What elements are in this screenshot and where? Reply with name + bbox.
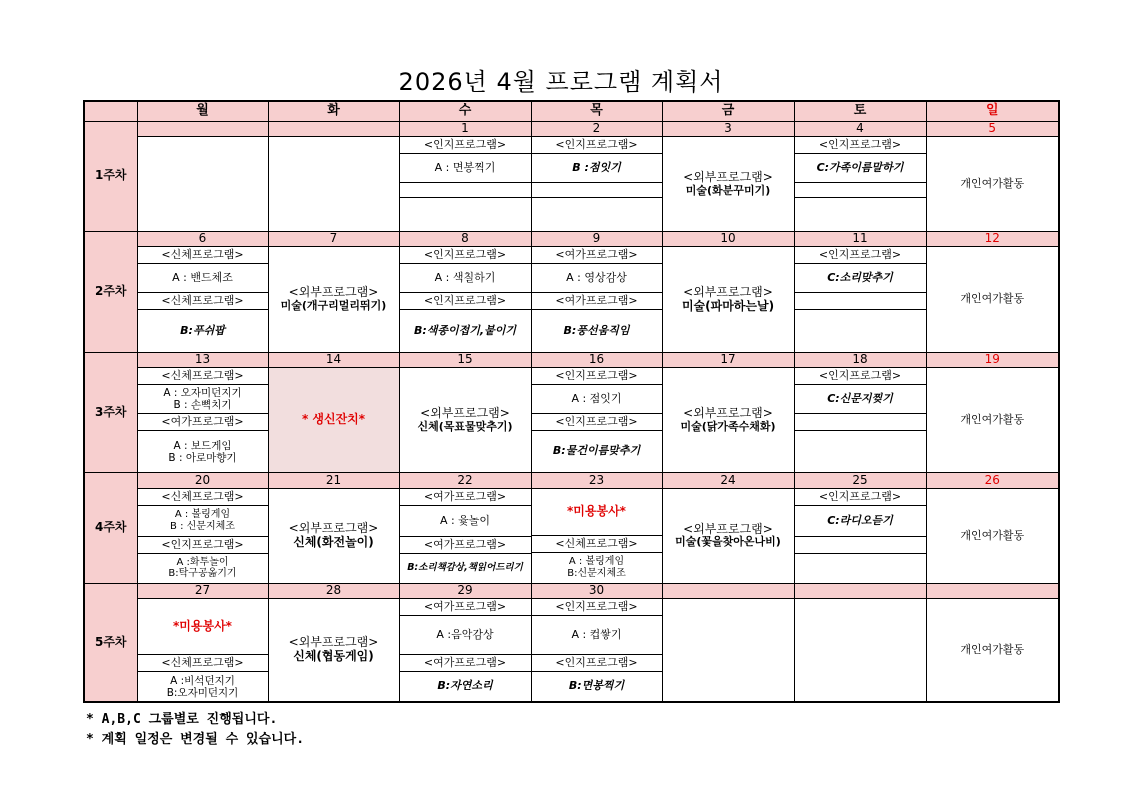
day-header-wed: 수 (399, 101, 531, 121)
date-cell: 21 (268, 473, 399, 488)
day-cell (794, 368, 926, 473)
program-calendar (83, 100, 1060, 703)
day-cell (531, 368, 662, 473)
content-row-week4 (84, 488, 1059, 583)
date-row-week1 (84, 121, 1059, 136)
program-label: <외부프로그램> (288, 285, 379, 300)
day-cell (137, 488, 268, 583)
activity: A : 면봉찍기 (400, 153, 531, 182)
activity: B:색종이접기,붙이기 (400, 309, 531, 351)
activity-group (532, 552, 662, 583)
day-cell-sunday: 개인여가활동 (926, 368, 1059, 473)
activity: 미술(화분꾸미기) (685, 183, 771, 197)
date-cell: 24 (662, 473, 794, 488)
day-cell (137, 368, 268, 473)
activity: C:소리맞추기 (795, 263, 926, 292)
activity-group (138, 430, 268, 472)
activity: A : 영상감상 (532, 263, 662, 292)
program-label: <신체프로그램> (161, 368, 244, 382)
activity: B:풍선움직임 (532, 309, 662, 351)
date-cell: 18 (794, 352, 926, 367)
event-text: *미용봉사* (173, 618, 232, 633)
activity: A :비석던지기 (170, 674, 235, 687)
program-label: <신체프로그램> (161, 248, 244, 262)
activity: B : 신문지체조 (170, 520, 235, 532)
date-cell: 2 (531, 121, 662, 136)
activity: B:오자미던지기 (166, 686, 239, 699)
activity: 신체(협동게임) (293, 649, 374, 664)
program-label: <여가프로그램> (400, 536, 531, 553)
program-label: <신체프로그램> (138, 654, 268, 671)
activity: B : 아로마향기 (168, 451, 237, 464)
activity: A :음악감상 (400, 615, 531, 654)
day-cell-empty (662, 599, 794, 702)
program-label: <여가프로그램> (423, 489, 507, 503)
date-cell (794, 583, 926, 598)
activity: A : 볼링게임 (174, 509, 231, 521)
activity: B:자연소리 (400, 671, 531, 701)
program-label: <인지프로그램> (818, 248, 902, 262)
program-label: <외부프로그램> (683, 284, 773, 299)
program-label: <인지프로그램> (555, 137, 638, 151)
activity: B:신문지체조 (567, 567, 626, 579)
program-label: <인지프로그램> (818, 137, 902, 151)
date-cell: 11 (794, 232, 926, 247)
day-cell-event (268, 368, 399, 473)
day-cell-sunday: 개인여가활동 (926, 599, 1059, 702)
activity: A :화투놀이 (176, 556, 229, 568)
activity-group (138, 505, 268, 536)
date-cell: 15 (399, 352, 531, 367)
date-cell: 9 (531, 232, 662, 247)
date-cell (662, 583, 794, 598)
date-cell: 8 (399, 232, 531, 247)
activity: C:신문지찢기 (795, 384, 926, 413)
date-row-week5 (84, 583, 1059, 598)
activity: 미술(꽃을찾아온나비) (675, 535, 781, 549)
content-row-week5 (84, 599, 1059, 702)
activity-group (138, 671, 268, 701)
day-cell (794, 137, 926, 232)
day-cell (399, 599, 531, 702)
day-cell-empty (794, 599, 926, 702)
day-cell-sunday: 개인여가활동 (926, 137, 1059, 232)
day-cell-empty (268, 137, 399, 232)
week-label: 2주차 (84, 232, 137, 353)
date-cell: 27 (137, 583, 268, 598)
day-cell (268, 247, 399, 352)
day-cell (531, 599, 662, 702)
program-label: <외부프로그램> (683, 521, 773, 536)
activity: B :점잇기 (532, 153, 662, 182)
activity: 미술(개구리멀리뛰기) (280, 299, 387, 313)
week-label: 5주차 (84, 583, 137, 702)
program-label: <인지프로그램> (555, 368, 638, 382)
day-header-sun: 일 (926, 101, 1059, 121)
activity: C:가족이름말하기 (795, 153, 926, 182)
activity: 미술(파마하는날) (681, 298, 775, 313)
day-cell-empty (137, 137, 268, 232)
activity: 신체(화전놀이) (293, 534, 374, 549)
program-label: <인지프로그램> (138, 536, 268, 553)
program-label: <인지프로그램> (818, 368, 902, 382)
date-cell: 23 (531, 473, 662, 488)
day-header-tue: 화 (268, 101, 399, 121)
day-header-sat: 토 (794, 101, 926, 121)
activity: A : 밴드체조 (138, 263, 268, 292)
date-cell: 28 (268, 583, 399, 598)
program-label: <인지프로그램> (400, 292, 531, 309)
date-cell: 5 (926, 121, 1059, 136)
activity: A : 색칠하기 (400, 263, 531, 292)
program-label: <신체프로그램> (161, 489, 244, 503)
day-cell-sunday: 개인여가활동 (926, 488, 1059, 583)
program-label: <여가프로그램> (423, 599, 507, 613)
date-cell: 17 (662, 352, 794, 367)
day-cell (399, 368, 531, 473)
activity: B:푸쉬팝 (138, 309, 268, 351)
date-cell: 10 (662, 232, 794, 247)
program-label: <인지프로그램> (532, 654, 662, 671)
date-cell: 13 (137, 352, 268, 367)
date-cell: 19 (926, 352, 1059, 367)
day-cell-sunday: 개인여가활동 (926, 247, 1059, 352)
week-label: 3주차 (84, 352, 137, 473)
footnote: * 계획 일정은 변경될 수 있습니다. (86, 732, 305, 747)
activity: B : 손뼉치기 (173, 399, 232, 412)
program-label: <외부프로그램> (288, 521, 379, 536)
date-cell: 1 (399, 121, 531, 136)
activity: A : 보드게임 (173, 439, 232, 452)
page-title: 2026년 4월 프로그램 계획서 (398, 68, 724, 96)
week-label: 4주차 (84, 473, 137, 583)
footnotes (86, 710, 304, 750)
activity-group (138, 384, 268, 413)
date-cell: 4 (794, 121, 926, 136)
program-label: <신체프로그램> (138, 292, 268, 309)
activity: B:물건이름맞추기 (532, 430, 662, 472)
day-cell (531, 488, 662, 583)
event-text: * 생신잔치* (301, 412, 366, 427)
day-cell (137, 247, 268, 352)
date-cell: 12 (926, 232, 1059, 247)
activity: B:탁구공옮기기 (168, 568, 237, 580)
event-block (138, 599, 268, 654)
event-block (532, 489, 662, 535)
activity: B:소리책감상,책읽어드리기 (400, 553, 531, 583)
date-cell: 30 (531, 583, 662, 598)
program-label: <외부프로그램> (683, 406, 773, 421)
day-cell (531, 247, 662, 352)
activity: C:라디오듣기 (795, 505, 926, 536)
day-cell (794, 247, 926, 352)
footnote: * A,B,C 그룹별로 진행됩니다. (86, 712, 278, 727)
activity: A : 컵쌓기 (532, 615, 662, 654)
date-cell: 6 (137, 232, 268, 247)
date-cell: 20 (137, 473, 268, 488)
day-cell (399, 488, 531, 583)
date-cell: 16 (531, 352, 662, 367)
day-cell (662, 247, 794, 352)
program-label: <여가프로그램> (138, 413, 268, 430)
content-row-week1 (84, 137, 1059, 232)
program-label: <여가프로그램> (400, 654, 531, 671)
program-label: <신체프로그램> (532, 535, 662, 552)
activity: 신체(목표물맞추기) (417, 419, 513, 433)
date-cell: 7 (268, 232, 399, 247)
date-row-week4 (84, 473, 1059, 488)
day-cell (662, 368, 794, 473)
day-cell (268, 488, 399, 583)
program-label: <외부프로그램> (420, 406, 510, 421)
program-label: <여가프로그램> (532, 292, 662, 309)
date-cell (137, 121, 268, 136)
date-cell (926, 583, 1059, 598)
event-text: *미용봉사* (567, 503, 626, 518)
day-cell (399, 247, 531, 352)
day-cell (662, 137, 794, 232)
program-label: <외부프로그램> (288, 635, 379, 650)
date-cell: 25 (794, 473, 926, 488)
week-label: 1주차 (84, 121, 137, 231)
activity: B:면봉찍기 (532, 671, 662, 701)
program-label: <인지프로그램> (423, 248, 507, 262)
date-row-week2 (84, 232, 1059, 247)
day-cell (399, 137, 531, 232)
date-cell: 29 (399, 583, 531, 598)
date-cell: 14 (268, 352, 399, 367)
date-row-week3 (84, 352, 1059, 367)
day-cell (531, 137, 662, 232)
activity: A : 윷놀이 (400, 505, 531, 536)
content-row-week2 (84, 247, 1059, 352)
activity: A : 볼링게임 (568, 556, 625, 568)
day-cell (137, 599, 268, 702)
weekday-header-row (84, 101, 1059, 121)
date-cell: 3 (662, 121, 794, 136)
day-cell (268, 599, 399, 702)
date-cell (268, 121, 399, 136)
program-label: <인지프로그램> (532, 413, 662, 430)
program-label: <인지프로그램> (555, 599, 638, 613)
program-label: <인지프로그램> (423, 137, 507, 151)
day-header-thu: 목 (531, 101, 662, 121)
date-cell: 26 (926, 473, 1059, 488)
day-header-mon: 월 (137, 101, 268, 121)
program-label: <여가프로그램> (555, 248, 638, 262)
program-label: <인지프로그램> (818, 489, 902, 503)
corner-cell (84, 101, 137, 121)
date-cell: 22 (399, 473, 531, 488)
day-cell (794, 488, 926, 583)
content-row-week3 (84, 368, 1059, 473)
activity: A : 오자미던지기 (163, 387, 242, 400)
day-header-fri: 금 (662, 101, 794, 121)
day-cell (662, 488, 794, 583)
activity: 미술(닭가족수채화) (680, 419, 776, 433)
program-label: <외부프로그램> (683, 169, 773, 184)
activity: A : 점잇기 (532, 384, 662, 413)
activity-group (138, 553, 268, 583)
